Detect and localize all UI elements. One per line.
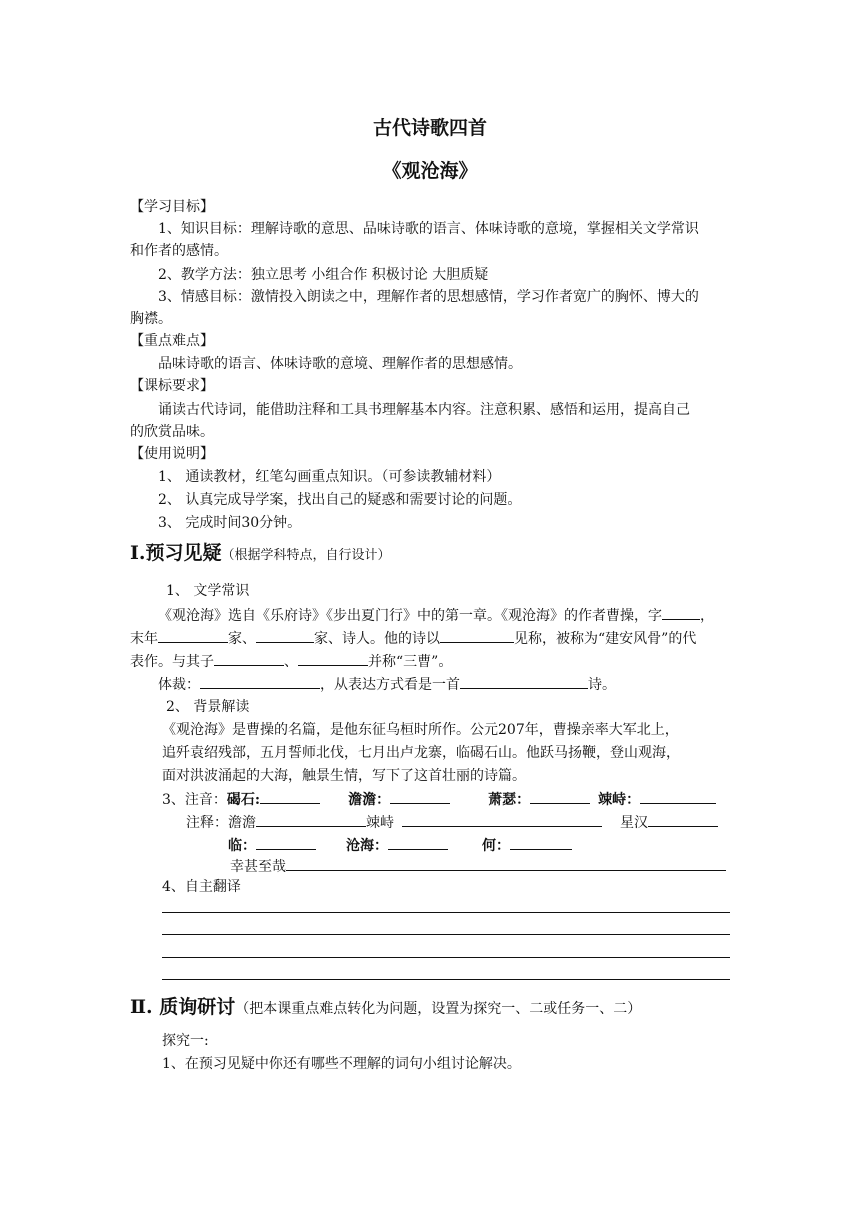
objective-line: 2、教学方法：独立思考 小组合作 积极讨论 大胆质疑	[158, 267, 489, 283]
lit-header: 1、 文学常识	[166, 583, 250, 599]
pinyin-term: 竦峙：	[598, 792, 641, 808]
keypoints-text: 品味诗歌的语言、体味诗歌的意境、理解作者的思想感情。	[158, 356, 522, 372]
blank-pinyin-songzhi[interactable]	[640, 788, 716, 804]
objectives-header: 【学习目标】	[130, 199, 214, 215]
genre-line	[130, 673, 758, 696]
lit-line	[130, 650, 730, 673]
pinyin-term: 沧海：	[346, 838, 388, 854]
lit-text: 并称“三曹”。	[368, 654, 453, 670]
lit-line	[130, 627, 730, 650]
blank-note-songzhi[interactable]	[402, 811, 602, 827]
lit-text: 家、	[228, 631, 256, 647]
lit-text: ，	[700, 608, 714, 624]
blank-expression[interactable]	[460, 673, 588, 689]
translation-answer-line[interactable]	[162, 912, 730, 913]
lit-text: 见称，被称为“建安风骨”的代	[514, 631, 697, 647]
section-two-title: Ⅱ. 质询研讨	[130, 996, 236, 1018]
keypoints-header: 【重点难点】	[130, 333, 214, 349]
blank-pinyin-canghai[interactable]	[388, 834, 448, 850]
annotation-line	[130, 811, 786, 834]
annotation-term: 竦峙	[366, 815, 394, 831]
annotation-line	[130, 855, 830, 878]
background-text: 面对洪波涌起的大海，触景生情，写下了这首壮丽的诗篇。	[162, 768, 526, 784]
pinyin-term: 萧瑟：	[488, 792, 531, 808]
section-one-note: （根据学科特点，自行设计）	[221, 548, 391, 563]
blank-role[interactable]	[256, 627, 314, 643]
section-two-note: （把本课重点难点转化为问题，设置为探究一、二或任务一、二）	[235, 1001, 642, 1017]
objective-line: 胸襟。	[130, 311, 172, 327]
blank-pinyin-lin[interactable]	[256, 834, 316, 850]
lit-text: 表作。与其子	[130, 654, 214, 670]
usage-item: 1、 通读教材，红笔勾画重点知识。（可参读教辅材料）	[158, 469, 501, 485]
blank-dynasty[interactable]	[158, 627, 228, 643]
blank-pinyin-he[interactable]	[510, 834, 572, 850]
section-two-heading	[130, 996, 730, 1020]
annotation-term: 星汉	[620, 815, 648, 831]
page-title: 古代诗歌四首	[372, 117, 487, 139]
translation-header: 4、自主翻译	[162, 879, 241, 895]
explore-label: 探究一:	[162, 1033, 209, 1049]
blank-note-xinghan[interactable]	[648, 811, 718, 827]
pinyin-term: 澹澹：	[348, 792, 391, 808]
explore-question: 1、在预习见疑中你还有哪些不理解的词句小组讨论解决。	[162, 1056, 521, 1072]
blank-pinyin-xiaose[interactable]	[530, 788, 590, 804]
genre-text: ，从表达方式看是一首	[320, 677, 460, 693]
standards-text: 诵读古代诗词，能借助注释和工具书理解基本内容。注意积累、感悟和运用，提高自己	[158, 402, 690, 418]
section-one-title: Ⅰ.预习见疑	[130, 542, 222, 564]
standards-header: 【课标要求】	[130, 378, 214, 394]
lit-text: 末年	[130, 631, 158, 647]
objective-line: 3、情感目标：激情投入朗读之中，理解作者的思想感情，学习作者宽广的胸怀、博大的	[158, 289, 699, 305]
translation-answer-line[interactable]	[162, 957, 730, 958]
genre-text: 体裁：	[158, 677, 200, 693]
pinyin-line	[130, 834, 828, 857]
pinyin-term: 碣石:	[226, 792, 261, 808]
lit-text: 《观沧海》选自《乐府诗》《步出夏门行》中的第一章。《观沧海》的作者曹操，字	[158, 608, 662, 624]
pinyin-term: 临：	[228, 838, 256, 854]
pinyin-line	[130, 788, 762, 811]
blank-son-one[interactable]	[214, 650, 284, 666]
usage-header: 【使用说明】	[130, 446, 214, 462]
blank-note-xingshen[interactable]	[286, 855, 726, 871]
blank-pinyin-dandan[interactable]	[390, 788, 450, 804]
standards-text: 的欣赏品味。	[130, 424, 214, 440]
poem-title: 《观沧海》	[382, 160, 478, 182]
lit-line	[130, 604, 758, 627]
annotation-prefix: 注释：	[186, 815, 228, 831]
annotation-term: 幸甚至哉	[230, 859, 286, 875]
blank-genre[interactable]	[200, 673, 320, 689]
background-text: 《观沧海》是曹操的名篇，是他东征乌桓时所作。公元207年，曹操亲率大军北上，	[162, 722, 679, 738]
usage-item: 2、 认真完成导学案，找出自己的疑惑和需要讨论的问题。	[158, 492, 522, 508]
annotation-term: 澹澹	[228, 815, 256, 831]
genre-text: 诗。	[588, 677, 616, 693]
lit-text: 、	[284, 654, 298, 670]
blank-courtesy-name[interactable]	[662, 604, 700, 620]
pinyin-prefix: 3、注音：	[162, 792, 227, 808]
translation-answer-line[interactable]	[162, 979, 730, 980]
section-one-heading	[130, 542, 730, 567]
background-header: 2、 背景解读	[166, 699, 250, 715]
translation-answer-line[interactable]	[162, 934, 730, 935]
blank-note-dandan[interactable]	[256, 811, 366, 827]
pinyin-term: 何：	[482, 838, 510, 854]
objective-line: 1、知识目标：理解诗歌的意思、品味诗歌的语言、体味诗歌的意境，掌握相关文学常识	[158, 221, 699, 237]
blank-pinyin-jieshi[interactable]	[260, 788, 320, 804]
objective-line: 和作者的感情。	[130, 243, 228, 259]
blank-son-two[interactable]	[298, 650, 368, 666]
blank-style[interactable]	[440, 627, 514, 643]
lit-text: 家、诗人。他的诗以	[314, 631, 440, 647]
background-text: 追歼袁绍残部，五月誓师北伐，七月出卢龙寨，临碣石山。他跃马扬鞭，登山观海，	[162, 745, 680, 761]
usage-item: 3、 完成时间30分钟。	[158, 515, 302, 531]
